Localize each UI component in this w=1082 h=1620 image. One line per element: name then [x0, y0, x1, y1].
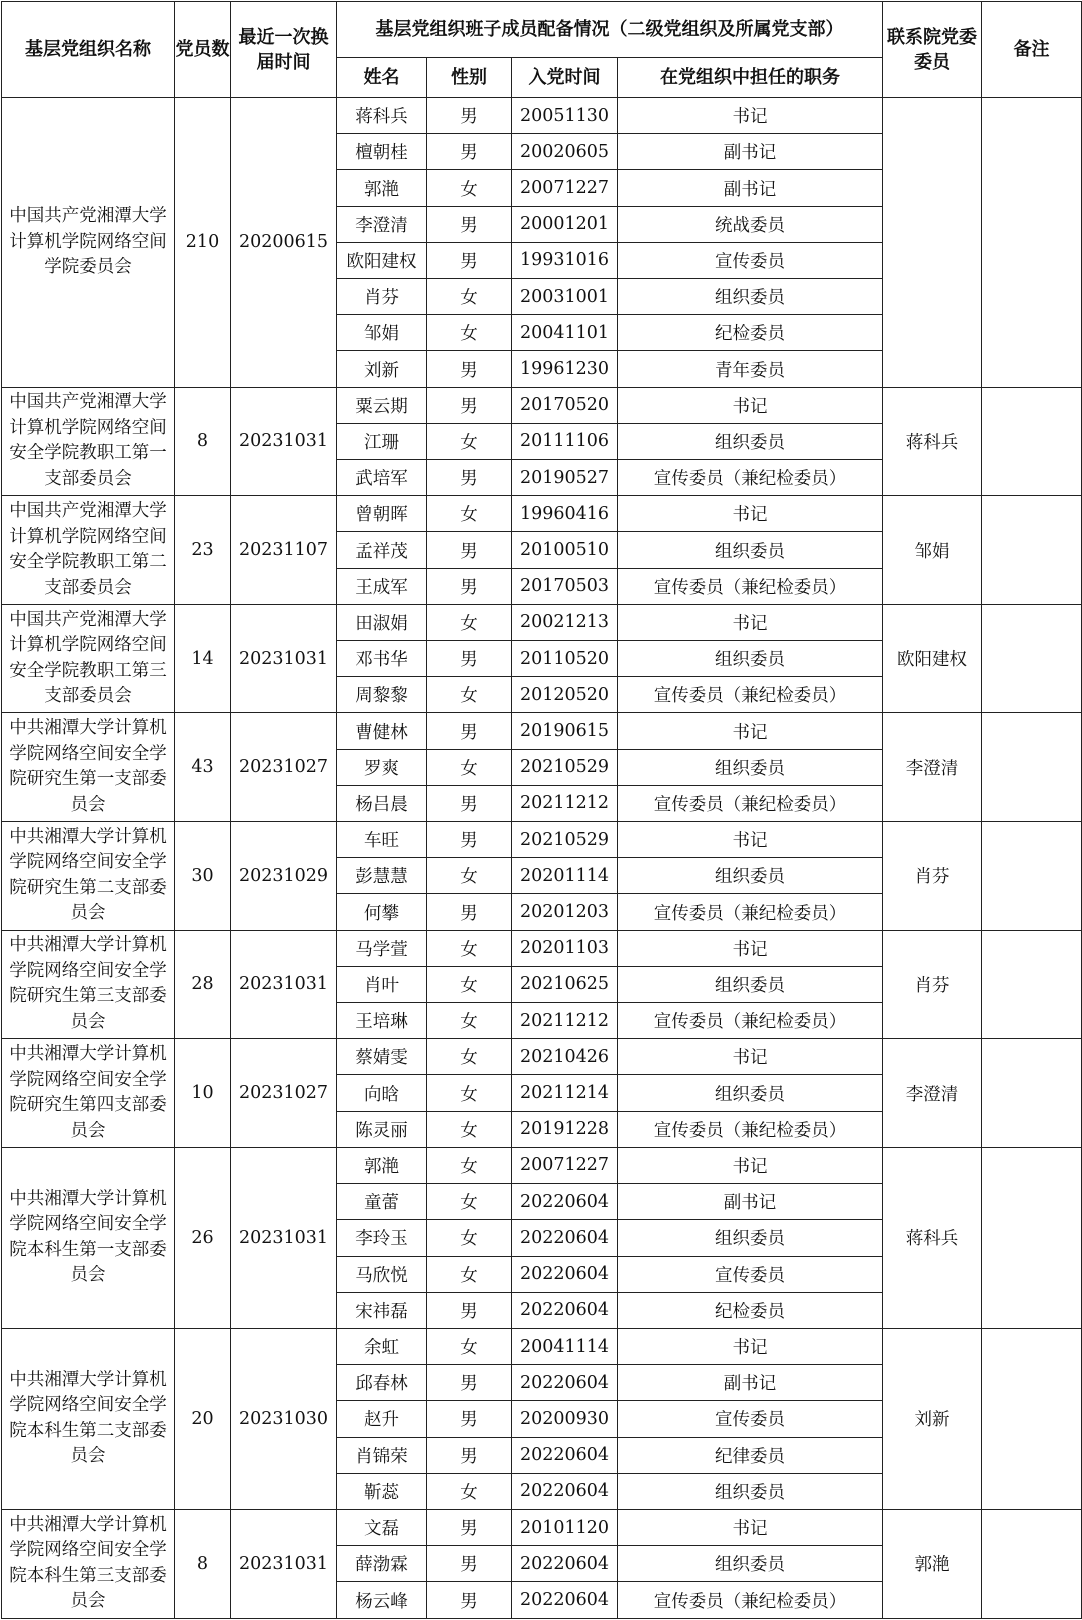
member-gender-cell: 女 [427, 496, 512, 532]
member-gender-cell: 男 [427, 1365, 512, 1401]
member-join-date-cell: 20210625 [512, 966, 618, 1002]
member-join-date-cell: 20211214 [512, 1075, 618, 1111]
member-position-cell: 统战委员 [618, 206, 883, 242]
member-name-cell: 童蕾 [337, 1184, 427, 1220]
liaison-cell: 肖芬 [883, 822, 982, 931]
member-gender-cell: 女 [427, 315, 512, 351]
member-position-cell: 组织委员 [618, 1473, 883, 1509]
member-gender-cell: 男 [427, 206, 512, 242]
member-count-cell: 26 [175, 1147, 231, 1328]
member-join-date-cell: 20101120 [512, 1509, 618, 1545]
member-join-date-cell: 20170520 [512, 387, 618, 423]
election-date-cell: 20231031 [231, 604, 337, 713]
member-position-cell: 组织委员 [618, 1075, 883, 1111]
member-gender-cell: 女 [427, 930, 512, 966]
committee-roster-table [1, 1, 1082, 1619]
member-join-date-cell: 20190615 [512, 713, 618, 749]
member-join-date-cell: 20220604 [512, 1437, 618, 1473]
liaison-cell: 刘新 [883, 1328, 982, 1509]
member-name-cell: 邓书华 [337, 641, 427, 677]
member-position-cell: 书记 [618, 1328, 883, 1364]
member-count-cell: 43 [175, 713, 231, 822]
member-count-cell: 23 [175, 496, 231, 605]
member-count-cell: 8 [175, 1509, 231, 1618]
liaison-cell: 邹娟 [883, 496, 982, 605]
org-name-cell: 中共湘潭大学计算机学院网络空间安全学院研究生第二支部委员会 [2, 822, 175, 931]
member-position-cell: 宣传委员（兼纪检委员） [618, 1003, 883, 1039]
org-name-cell: 中共湘潭大学计算机学院网络空间安全学院研究生第一支部委员会 [2, 713, 175, 822]
member-gender-cell: 男 [427, 387, 512, 423]
member-gender-cell: 男 [427, 568, 512, 604]
member-position-cell: 组织委员 [618, 423, 883, 459]
member-position-cell: 纪律委员 [618, 1437, 883, 1473]
org-name-cell: 中共湘潭大学计算机学院网络空间安全学院本科生第三支部委员会 [2, 1509, 175, 1618]
liaison-cell: 李澄清 [883, 1039, 982, 1148]
election-date-cell: 20231027 [231, 713, 337, 822]
member-join-date-cell: 20211212 [512, 1003, 618, 1039]
member-join-date-cell: 20190527 [512, 460, 618, 496]
member-name-cell: 邱春林 [337, 1365, 427, 1401]
member-name-cell: 马学萱 [337, 930, 427, 966]
member-position-cell: 书记 [618, 387, 883, 423]
member-position-cell: 副书记 [618, 1365, 883, 1401]
member-gender-cell: 男 [427, 1292, 512, 1328]
member-gender-cell: 男 [427, 134, 512, 170]
header-name: 姓名 [337, 58, 427, 98]
liaison-cell: 李澄清 [883, 713, 982, 822]
member-name-cell: 江珊 [337, 423, 427, 459]
table-row [2, 822, 1082, 858]
member-join-date-cell: 20120520 [512, 677, 618, 713]
table-row [2, 604, 1082, 640]
member-position-cell: 宣传委员（兼纪检委员） [618, 568, 883, 604]
member-join-date-cell: 20220604 [512, 1546, 618, 1582]
member-gender-cell: 女 [427, 858, 512, 894]
member-join-date-cell: 20001201 [512, 206, 618, 242]
member-name-cell: 王培琳 [337, 1003, 427, 1039]
table-row [2, 1147, 1082, 1183]
org-name-cell: 中共湘潭大学计算机学院网络空间安全学院本科生第二支部委员会 [2, 1328, 175, 1509]
member-position-cell: 组织委员 [618, 641, 883, 677]
member-position-cell: 书记 [618, 930, 883, 966]
member-position-cell: 组织委员 [618, 749, 883, 785]
header-last-election: 最近一次换届时间 [231, 2, 337, 98]
header-remarks: 备注 [982, 2, 1082, 98]
member-gender-cell: 男 [427, 785, 512, 821]
member-name-cell: 肖叶 [337, 966, 427, 1002]
member-gender-cell: 男 [427, 1582, 512, 1619]
election-date-cell: 20231031 [231, 930, 337, 1039]
member-name-cell: 李澄清 [337, 206, 427, 242]
member-gender-cell: 女 [427, 423, 512, 459]
liaison-cell: 蒋科兵 [883, 387, 982, 496]
member-position-cell: 宣传委员 [618, 1401, 883, 1437]
header-join-date: 入党时间 [512, 58, 618, 98]
member-name-cell: 邹娟 [337, 315, 427, 351]
member-position-cell: 组织委员 [618, 858, 883, 894]
member-count-cell: 8 [175, 387, 231, 496]
member-gender-cell: 女 [427, 1039, 512, 1075]
member-gender-cell: 女 [427, 677, 512, 713]
member-gender-cell: 男 [427, 1437, 512, 1473]
member-name-cell: 陈灵丽 [337, 1111, 427, 1147]
remarks-cell [982, 604, 1082, 713]
member-gender-cell: 女 [427, 749, 512, 785]
member-position-cell: 宣传委员（兼纪检委员） [618, 1111, 883, 1147]
member-gender-cell: 女 [427, 1147, 512, 1183]
remarks-cell [982, 496, 1082, 605]
member-join-date-cell: 20220604 [512, 1473, 618, 1509]
liaison-cell [883, 98, 982, 388]
member-gender-cell: 女 [427, 966, 512, 1002]
member-name-cell: 郭滟 [337, 170, 427, 206]
member-name-cell: 孟祥茂 [337, 532, 427, 568]
member-join-date-cell: 20031001 [512, 279, 618, 315]
member-join-date-cell: 20071227 [512, 170, 618, 206]
member-gender-cell: 女 [427, 1075, 512, 1111]
member-gender-cell: 女 [427, 1256, 512, 1292]
member-join-date-cell: 20201114 [512, 858, 618, 894]
table-row [2, 1039, 1082, 1075]
org-name-cell: 中共湘潭大学计算机学院网络空间安全学院研究生第三支部委员会 [2, 930, 175, 1039]
member-join-date-cell: 20021213 [512, 604, 618, 640]
member-name-cell: 王成军 [337, 568, 427, 604]
member-gender-cell: 女 [427, 1111, 512, 1147]
org-name-cell: 中国共产党湘潭大学计算机学院网络空间安全学院教职工第二支部委员会 [2, 496, 175, 605]
liaison-cell: 郭滟 [883, 1509, 982, 1618]
member-count-cell: 210 [175, 98, 231, 388]
member-name-cell: 杨云峰 [337, 1582, 427, 1619]
table-row [2, 1509, 1082, 1545]
member-gender-cell: 女 [427, 1328, 512, 1364]
remarks-cell [982, 822, 1082, 931]
org-name-cell: 中共湘潭大学计算机学院网络空间安全学院研究生第四支部委员会 [2, 1039, 175, 1148]
member-position-cell: 书记 [618, 98, 883, 134]
member-name-cell: 彭慧慧 [337, 858, 427, 894]
member-name-cell: 田淑娟 [337, 604, 427, 640]
election-date-cell: 20231031 [231, 1509, 337, 1618]
member-position-cell: 组织委员 [618, 1220, 883, 1256]
member-position-cell: 副书记 [618, 134, 883, 170]
header-org-name: 基层党组织名称 [2, 2, 175, 98]
election-date-cell: 20231031 [231, 1147, 337, 1328]
member-name-cell: 蒋科兵 [337, 98, 427, 134]
remarks-cell [982, 387, 1082, 496]
header-liaison: 联系院党委委员 [883, 2, 982, 98]
member-position-cell: 书记 [618, 1147, 883, 1183]
table-row [2, 1328, 1082, 1364]
member-gender-cell: 男 [427, 894, 512, 930]
table-row [2, 496, 1082, 532]
member-join-date-cell: 20220604 [512, 1184, 618, 1220]
member-gender-cell: 男 [427, 1546, 512, 1582]
election-date-cell: 20231030 [231, 1328, 337, 1509]
member-name-cell: 欧阳建权 [337, 242, 427, 278]
member-name-cell: 杨吕晨 [337, 785, 427, 821]
org-name-cell: 中国共产党湘潭大学计算机学院网络空间安全学院教职工第三支部委员会 [2, 604, 175, 713]
member-position-cell: 宣传委员（兼纪检委员） [618, 677, 883, 713]
member-name-cell: 何攀 [337, 894, 427, 930]
header-gender: 性别 [427, 58, 512, 98]
member-name-cell: 肖锦荣 [337, 1437, 427, 1473]
member-join-date-cell: 20201203 [512, 894, 618, 930]
member-join-date-cell: 19931016 [512, 242, 618, 278]
election-date-cell: 20200615 [231, 98, 337, 388]
member-name-cell: 刘新 [337, 351, 427, 387]
member-gender-cell: 男 [427, 532, 512, 568]
member-gender-cell: 女 [427, 170, 512, 206]
table-row [2, 387, 1082, 423]
member-gender-cell: 男 [427, 1401, 512, 1437]
member-position-cell: 书记 [618, 1509, 883, 1545]
remarks-cell [982, 713, 1082, 822]
election-date-cell: 20231027 [231, 1039, 337, 1148]
member-name-cell: 蔡婧雯 [337, 1039, 427, 1075]
member-join-date-cell: 20020605 [512, 134, 618, 170]
member-position-cell: 宣传委员 [618, 1256, 883, 1292]
remarks-cell [982, 98, 1082, 388]
member-position-cell: 青年委员 [618, 351, 883, 387]
member-name-cell: 粟云期 [337, 387, 427, 423]
member-name-cell: 向晗 [337, 1075, 427, 1111]
member-gender-cell: 男 [427, 98, 512, 134]
member-gender-cell: 男 [427, 641, 512, 677]
member-gender-cell: 女 [427, 1473, 512, 1509]
header-position: 在党组织中担任的职务 [618, 58, 883, 98]
table-row [2, 98, 1082, 134]
remarks-cell [982, 1509, 1082, 1618]
org-name-cell: 中国共产党湘潭大学计算机学院网络空间学院委员会 [2, 98, 175, 388]
member-gender-cell: 女 [427, 604, 512, 640]
member-gender-cell: 男 [427, 351, 512, 387]
member-name-cell: 赵升 [337, 1401, 427, 1437]
member-join-date-cell: 19960416 [512, 496, 618, 532]
member-join-date-cell: 20051130 [512, 98, 618, 134]
member-name-cell: 薛渤霖 [337, 1546, 427, 1582]
table-body [2, 98, 1082, 1619]
member-join-date-cell: 20220604 [512, 1256, 618, 1292]
member-join-date-cell: 20211212 [512, 785, 618, 821]
member-join-date-cell: 20170503 [512, 568, 618, 604]
member-position-cell: 组织委员 [618, 279, 883, 315]
table-row [2, 713, 1082, 749]
member-position-cell: 纪检委员 [618, 315, 883, 351]
member-join-date-cell: 20041101 [512, 315, 618, 351]
member-position-cell: 副书记 [618, 1184, 883, 1220]
member-position-cell: 纪检委员 [618, 1292, 883, 1328]
member-name-cell: 罗爽 [337, 749, 427, 785]
member-name-cell: 郭滟 [337, 1147, 427, 1183]
member-name-cell: 武培军 [337, 460, 427, 496]
member-name-cell: 曹健林 [337, 713, 427, 749]
member-join-date-cell: 20210426 [512, 1039, 618, 1075]
member-name-cell: 文磊 [337, 1509, 427, 1545]
header-committee-title: 基层党组织班子成员配备情况（二级党组织及所属党支部） [337, 2, 883, 58]
member-count-cell: 10 [175, 1039, 231, 1148]
member-name-cell: 周黎黎 [337, 677, 427, 713]
member-position-cell: 书记 [618, 822, 883, 858]
member-count-cell: 28 [175, 930, 231, 1039]
election-date-cell: 20231031 [231, 387, 337, 496]
member-name-cell: 檀朝桂 [337, 134, 427, 170]
member-gender-cell: 男 [427, 713, 512, 749]
member-gender-cell: 男 [427, 242, 512, 278]
member-join-date-cell: 20071227 [512, 1147, 618, 1183]
member-count-cell: 14 [175, 604, 231, 713]
liaison-cell: 欧阳建权 [883, 604, 982, 713]
member-gender-cell: 男 [427, 822, 512, 858]
member-position-cell: 书记 [618, 496, 883, 532]
member-gender-cell: 男 [427, 1509, 512, 1545]
member-name-cell: 李玲玉 [337, 1220, 427, 1256]
member-join-date-cell: 20041114 [512, 1328, 618, 1364]
remarks-cell [982, 1328, 1082, 1509]
member-join-date-cell: 19961230 [512, 351, 618, 387]
member-gender-cell: 女 [427, 1220, 512, 1256]
member-position-cell: 书记 [618, 1039, 883, 1075]
member-join-date-cell: 20200930 [512, 1401, 618, 1437]
member-gender-cell: 女 [427, 279, 512, 315]
member-join-date-cell: 20201103 [512, 930, 618, 966]
member-name-cell: 余虹 [337, 1328, 427, 1364]
member-join-date-cell: 20220604 [512, 1292, 618, 1328]
member-name-cell: 肖芬 [337, 279, 427, 315]
remarks-cell [982, 930, 1082, 1039]
member-join-date-cell: 20210529 [512, 749, 618, 785]
remarks-cell [982, 1147, 1082, 1328]
member-name-cell: 曾朝晖 [337, 496, 427, 532]
member-position-cell: 宣传委员（兼纪检委员） [618, 1582, 883, 1619]
org-name-cell: 中共湘潭大学计算机学院网络空间安全学院本科生第一支部委员会 [2, 1147, 175, 1328]
member-name-cell: 马欣悦 [337, 1256, 427, 1292]
member-name-cell: 靳蕊 [337, 1473, 427, 1509]
member-position-cell: 宣传委员（兼纪检委员） [618, 460, 883, 496]
member-join-date-cell: 20191228 [512, 1111, 618, 1147]
member-position-cell: 组织委员 [618, 966, 883, 1002]
member-count-cell: 20 [175, 1328, 231, 1509]
member-join-date-cell: 20111106 [512, 423, 618, 459]
election-date-cell: 20231029 [231, 822, 337, 931]
member-position-cell: 书记 [618, 713, 883, 749]
table-row [2, 930, 1082, 966]
header-member-count: 党员数 [175, 2, 231, 98]
member-position-cell: 书记 [618, 604, 883, 640]
member-name-cell: 车旺 [337, 822, 427, 858]
member-position-cell: 宣传委员（兼纪检委员） [618, 894, 883, 930]
liaison-cell: 蒋科兵 [883, 1147, 982, 1328]
member-join-date-cell: 20220604 [512, 1365, 618, 1401]
member-join-date-cell: 20220604 [512, 1582, 618, 1619]
member-gender-cell: 女 [427, 1184, 512, 1220]
member-join-date-cell: 20210529 [512, 822, 618, 858]
member-count-cell: 30 [175, 822, 231, 931]
member-position-cell: 副书记 [618, 170, 883, 206]
liaison-cell: 肖芬 [883, 930, 982, 1039]
member-position-cell: 组织委员 [618, 1546, 883, 1582]
remarks-cell [982, 1039, 1082, 1148]
org-name-cell: 中国共产党湘潭大学计算机学院网络空间安全学院教职工第一支部委员会 [2, 387, 175, 496]
member-join-date-cell: 20100510 [512, 532, 618, 568]
member-gender-cell: 男 [427, 460, 512, 496]
election-date-cell: 20231107 [231, 496, 337, 605]
member-position-cell: 宣传委员（兼纪检委员） [618, 785, 883, 821]
member-join-date-cell: 20110520 [512, 641, 618, 677]
member-name-cell: 宋祎磊 [337, 1292, 427, 1328]
member-gender-cell: 女 [427, 1003, 512, 1039]
member-position-cell: 宣传委员 [618, 242, 883, 278]
member-position-cell: 组织委员 [618, 532, 883, 568]
member-join-date-cell: 20220604 [512, 1220, 618, 1256]
